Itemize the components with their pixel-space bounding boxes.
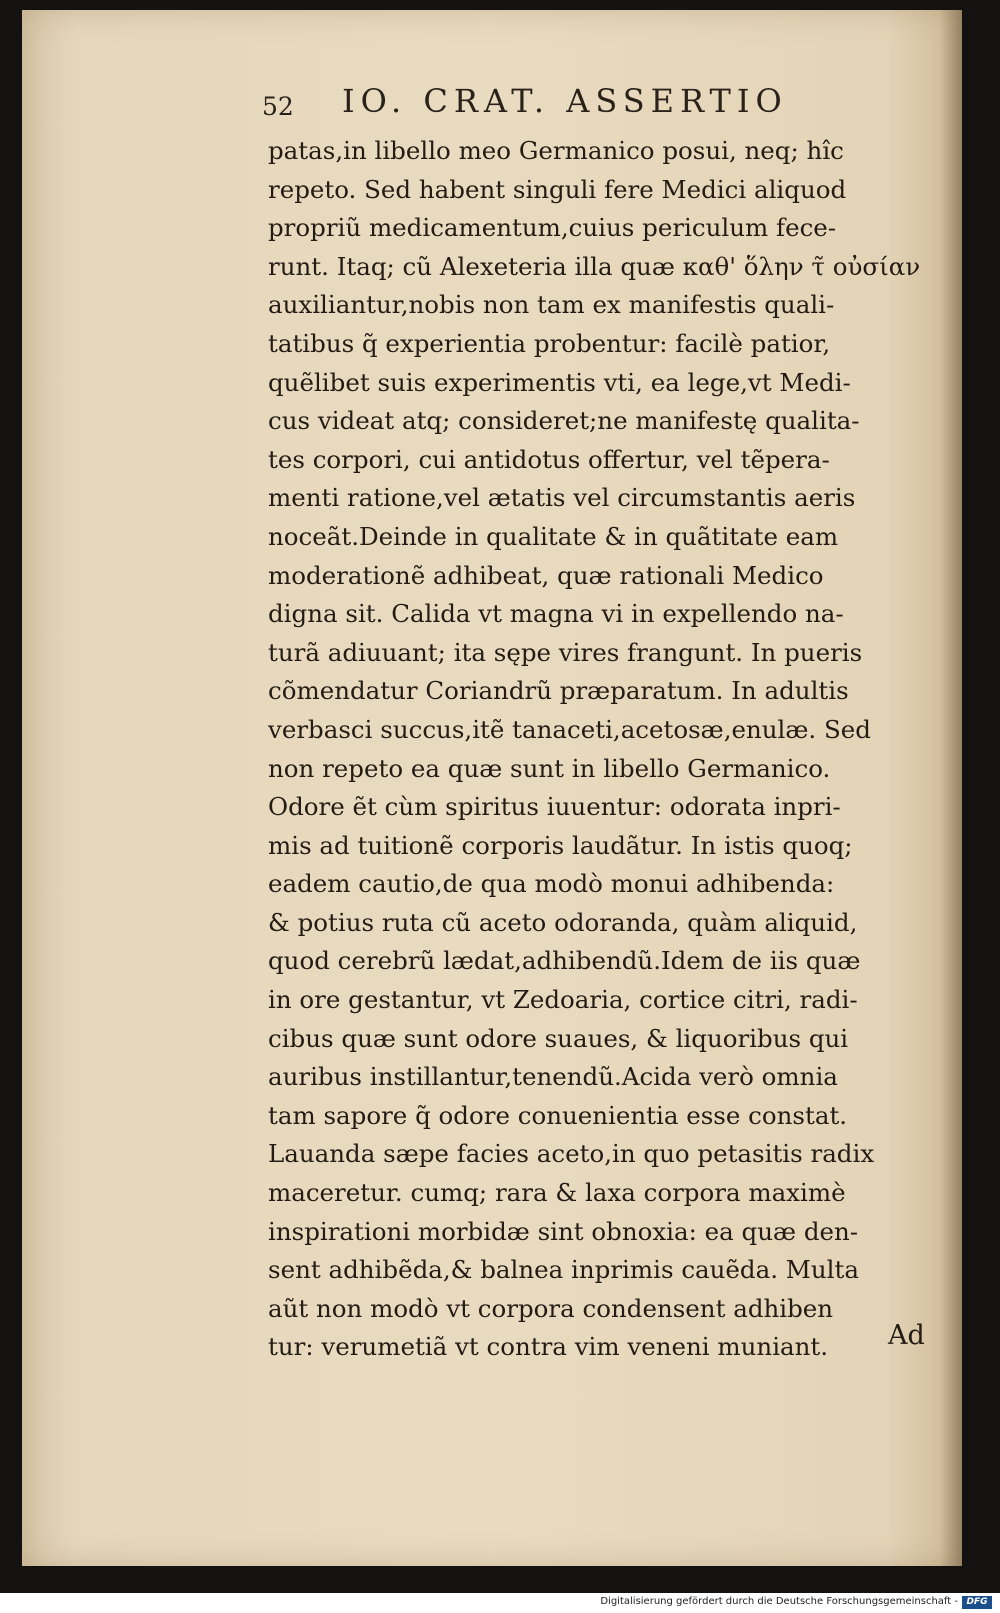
text-line: moderationẽ adhibeat, quæ rationali Medico [268, 560, 824, 590]
text-line: inspirationi morbidæ sint obnoxia: ea quæ den- [268, 1216, 859, 1246]
text-line: repeto. Sed habent singuli fere Medici aliquod [268, 174, 847, 204]
text-line: tur: verumetiã vt contra vim veneni muniant. [268, 1332, 829, 1362]
text-line: mis ad tuitionẽ corporis laudãtur. In istis quoq; [268, 830, 853, 860]
page-number: 52 [262, 92, 294, 121]
funding-credit: Digitalisierung gefördert durch die Deutsche Forschungsgemeinschaft - [600, 1596, 958, 1607]
dfg-logo: DFG [962, 1596, 992, 1609]
body-text [268, 132, 928, 1367]
page-header [262, 82, 822, 126]
text-line: auxiliantur,nobis non tam ex manifestis quali- [268, 290, 835, 320]
text-line: verbasci succus,itẽ tanaceti,acetosæ,enulæ. Sed [268, 714, 871, 744]
text-line: tatibus q̃ experientia probentur: facilè patior, [268, 328, 831, 358]
text-line: cõmendatur Coriandrũ præparatum. In adultis [268, 676, 849, 706]
text-line: quod cerebrũ lædat,adhibendũ.Idem de iis quæ [268, 946, 861, 976]
text-line: cus videat atq; consideret;ne manifestę qualita- [268, 406, 860, 436]
catchword: Ad [888, 1320, 925, 1351]
text-line: maceretur. cumq; rara & laxa corpora maximè [268, 1178, 846, 1208]
text-line: aũt non modò vt corpora condensent adhiben [268, 1293, 834, 1323]
text-line: digna sit. Calida vt magna vi in expellendo na- [268, 599, 844, 629]
text-line: eadem cautio,de qua modò monui adhibenda: [268, 869, 835, 899]
text-line: noceãt.Deinde in qualitate & in quãtitate eam [268, 521, 839, 551]
text-line: propriũ medicamentum,cuius periculum fece- [268, 213, 837, 243]
running-head: IO. CRAT. ASSERTIO [342, 82, 788, 120]
text-line: patas,in libello meo Germanico posui, neq; hîc [268, 136, 844, 165]
text-line: tes corpori, cui antidotus offertur, vel tẽpera- [268, 444, 830, 474]
text-line: runt. Itaq; cũ Alexeteria illa quæ καθ' ὅλην τ̃ οὐσίαν [268, 251, 921, 281]
text-line: turã adiuuant; ita sępe vires frangunt. In pueris [268, 637, 863, 667]
text-line: Odore ẽt cùm spiritus iuuentur: odorata inpri- [268, 792, 841, 822]
text-line: auribus instillantur,tenendũ.Acida verò omnia [268, 1062, 838, 1092]
text-line: & potius ruta cũ aceto odoranda, quàm aliquid, [268, 907, 858, 937]
text-line: non repeto ea quæ sunt in libello Germanico. [268, 753, 831, 783]
text-line: quẽlibet suis experimentis vti, ea lege,vt Medi- [268, 367, 851, 397]
text-line: sent adhibẽda,& balnea inprimis cauẽda. Multa [268, 1255, 859, 1285]
page-gutter-shadow [940, 10, 962, 1566]
text-line: cibus quæ sunt odore suaues, & liquoribus qui [268, 1023, 849, 1053]
text-line: menti ratione,vel ætatis vel circumstantis aeris [268, 483, 856, 513]
text-line: Lauanda sæpe facies aceto,in quo petasitis radix [268, 1139, 875, 1169]
digitization-footer [0, 1593, 1000, 1613]
text-line: tam sapore q̃ odore conuenientia esse constat. [268, 1100, 848, 1130]
text-line: in ore gestantur, vt Zedoaria, cortice citri, radi- [268, 985, 858, 1015]
